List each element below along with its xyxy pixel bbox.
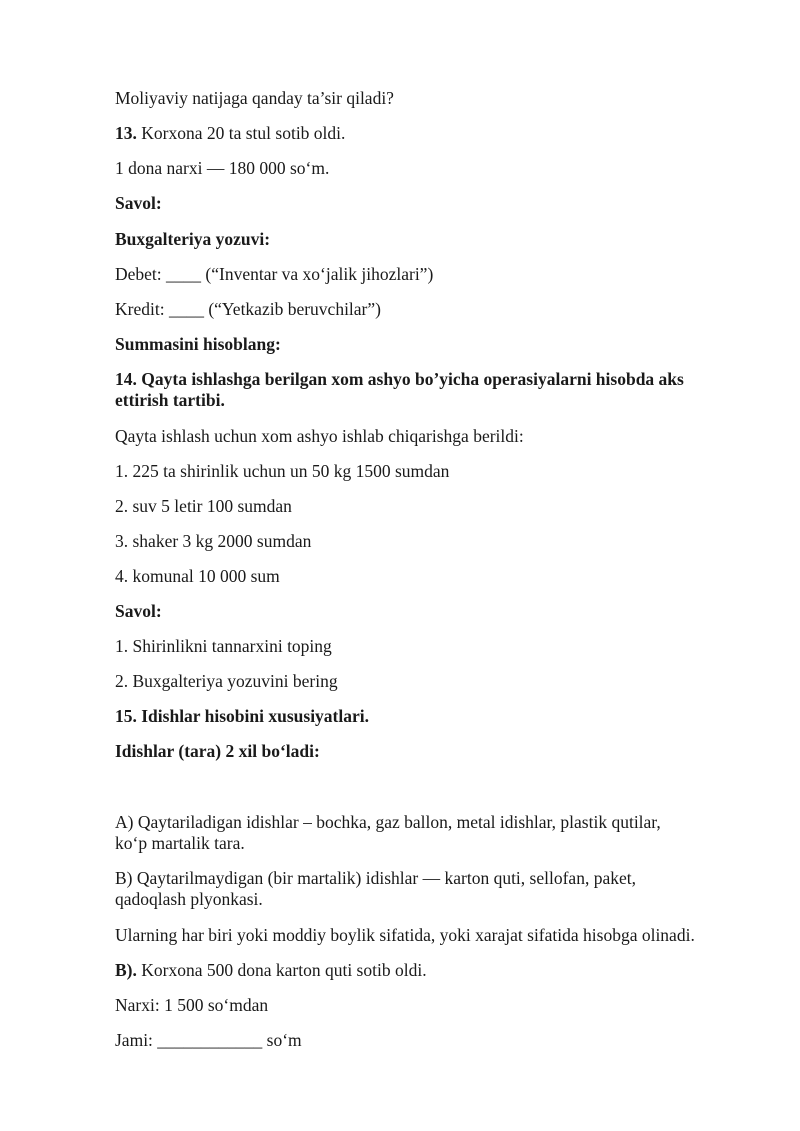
problem-13-text: Korxona 20 ta stul sotib oldi. <box>136 123 346 143</box>
calculate-sum-label: Summasini hisoblang: <box>115 334 281 354</box>
raw-material-intro: Qayta ishlash uchun xom ashyo ishlab chiqarishga berildi: <box>115 426 524 446</box>
problem-b-text: Korxona 500 dona karton quti sotib oldi. <box>136 960 427 980</box>
problem-b-title <box>115 960 755 981</box>
problem-14-title-line-2: ettirish tartibi. <box>115 390 225 410</box>
returnable-containers-line-1: A) Qaytariladigan idishlar – bochka, gaz ballon, metal idishlar, plastik qutilar, <box>115 812 661 832</box>
question-label: Savol: <box>115 193 162 213</box>
accounting-note: Ularning har biri yoki moddiy boylik sifatida, yoki xarajat sifatida hisobga olinadi. <box>115 925 695 945</box>
non-returnable-containers-line-2: qadoqlash plyonkasi. <box>115 889 263 909</box>
problem-13-number: 13. <box>115 123 137 143</box>
total-line: Jami: ____________ so‘m <box>115 1030 302 1050</box>
unit-price-line: 1 dona narxi — 180 000 so‘m. <box>115 158 330 178</box>
accounting-entry-label: Buxgalteriya yozuvi: <box>115 229 271 249</box>
question-12-tail: Moliyaviy natijaga qanday ta’sir qiladi? <box>115 88 394 108</box>
list-item-3: 3. shaker 3 kg 2000 sumdan <box>115 531 312 551</box>
non-returnable-containers-line-1: B) Qaytarilmaydigan (bir martalik) idishlar — karton quti, sellofan, paket, <box>115 868 636 888</box>
debit-line: Debet: ____ (“Inventar va xo‘jalik jihozlari”) <box>115 264 434 284</box>
credit-line: Kredit: ____ (“Yetkazib beruvchilar”) <box>115 299 381 319</box>
question-item-2: 2. Buxgalteriya yozuvini bering <box>115 671 338 691</box>
problem-13-title <box>115 123 755 144</box>
containers-heading: Idishlar (tara) 2 xil bo‘ladi: <box>115 741 320 761</box>
question-item-1: 1. Shirinlikni tannarxini toping <box>115 636 332 656</box>
returnable-containers-line-2: ko‘p martalik tara. <box>115 833 245 853</box>
question-label-2: Savol: <box>115 601 162 621</box>
problem-b-number: B). <box>115 960 137 980</box>
problem-14-title-line-1: 14. Qayta ishlashga berilgan xom ashyo bo’yicha operasiyalarni hisobda aks <box>115 369 684 389</box>
problem-15-title: 15. Idishlar hisobini xususiyatlari. <box>115 706 369 726</box>
list-item-2: 2. suv 5 letir 100 sumdan <box>115 496 292 516</box>
list-item-4: 4. komunal 10 000 sum <box>115 566 280 586</box>
list-item-1: 1. 225 ta shirinlik uchun un 50 kg 1500 sumdan <box>115 461 450 481</box>
price-line: Narxi: 1 500 so‘mdan <box>115 995 269 1015</box>
